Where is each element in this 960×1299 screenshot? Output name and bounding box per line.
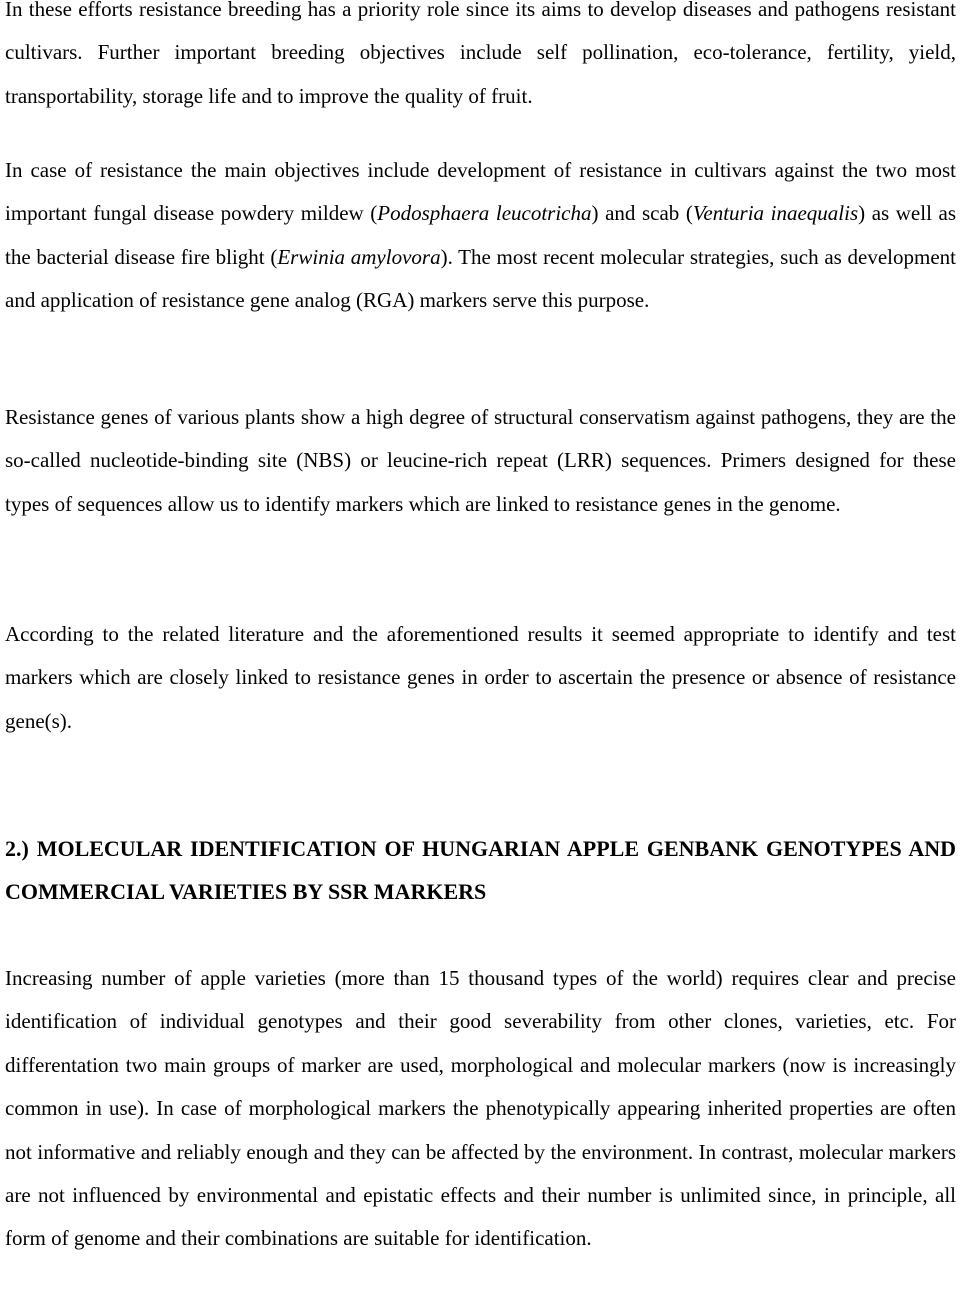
paragraph-literature: According to the related literature and the aforementioned results it seemed appropriate to identify and test markers which are closely linked to resistance genes in order to ascertain the presence or absence of resistance gene(s). (5, 622, 956, 733)
species-name-venturia: Venturia inaequalis (692, 201, 859, 226)
paragraph-resistance-genes: Resistance genes of various plants show a high degree of structural conservatism against pathogens, they are the so-called nucleotide-binding site (NBS) or leucine-rich repeat (LRR) sequences. Primers designed for these types of sequences allow us to identify markers which are linked to resistance genes in the genome. (5, 405, 956, 516)
paragraph-resistance-objectives (5, 149, 956, 323)
species-name-erwinia: Erwinia amylovora (277, 244, 441, 269)
species-name-podosphaera: Podosphaera leucotricha (377, 201, 592, 226)
paragraph-apple-varieties: Increasing number of apple varieties (more than 15 thousand types of the world) requires clear and precise identification of individual genotypes and their good severability from other clones, varieties, etc. For differentation two main groups of marker are used, morphological and molecular markers (now is increasingly common in use). In case of morphological markers the phenotypically appearing inherited properties are often not informative and reliably enough and they can be affected by the environment. In contrast, molecular markers are not influenced by environmental and epistatic effects and their number is unlimited since, in principle, all form of genome and their combinations are suitable for identification. (5, 966, 956, 1251)
paragraph-text: ) and scab ( (591, 201, 693, 226)
paragraph-resistance-breeding: In these efforts resistance breeding has a priority role since its aims to develop diseases and pathogens resistant cultivars. Further important breeding objectives include self pollination, eco-tolerance, fertility, yield, transportability, storage life and to improve the quality of fruit. (5, 0, 956, 108)
paragraph-text: ). The most recent molecular strategies, such as development and application of resistance gene analog (RGA) markers serve this purpose. (5, 244, 956, 313)
paragraph-text: ) as well as the bacterial disease fire blight ( (5, 201, 956, 269)
section-heading: 2.) MOLECULAR IDENTIFICATION OF HUNGARIAN APPLE GENBANK GENOTYPES AND COMMERCIAL VARIETIES BY SSR MARKERS (5, 836, 956, 905)
paragraph-text: In case of resistance the main objectives include development of resistance in cultivars against the two most important fungal disease powdery mildew ( (5, 158, 956, 226)
